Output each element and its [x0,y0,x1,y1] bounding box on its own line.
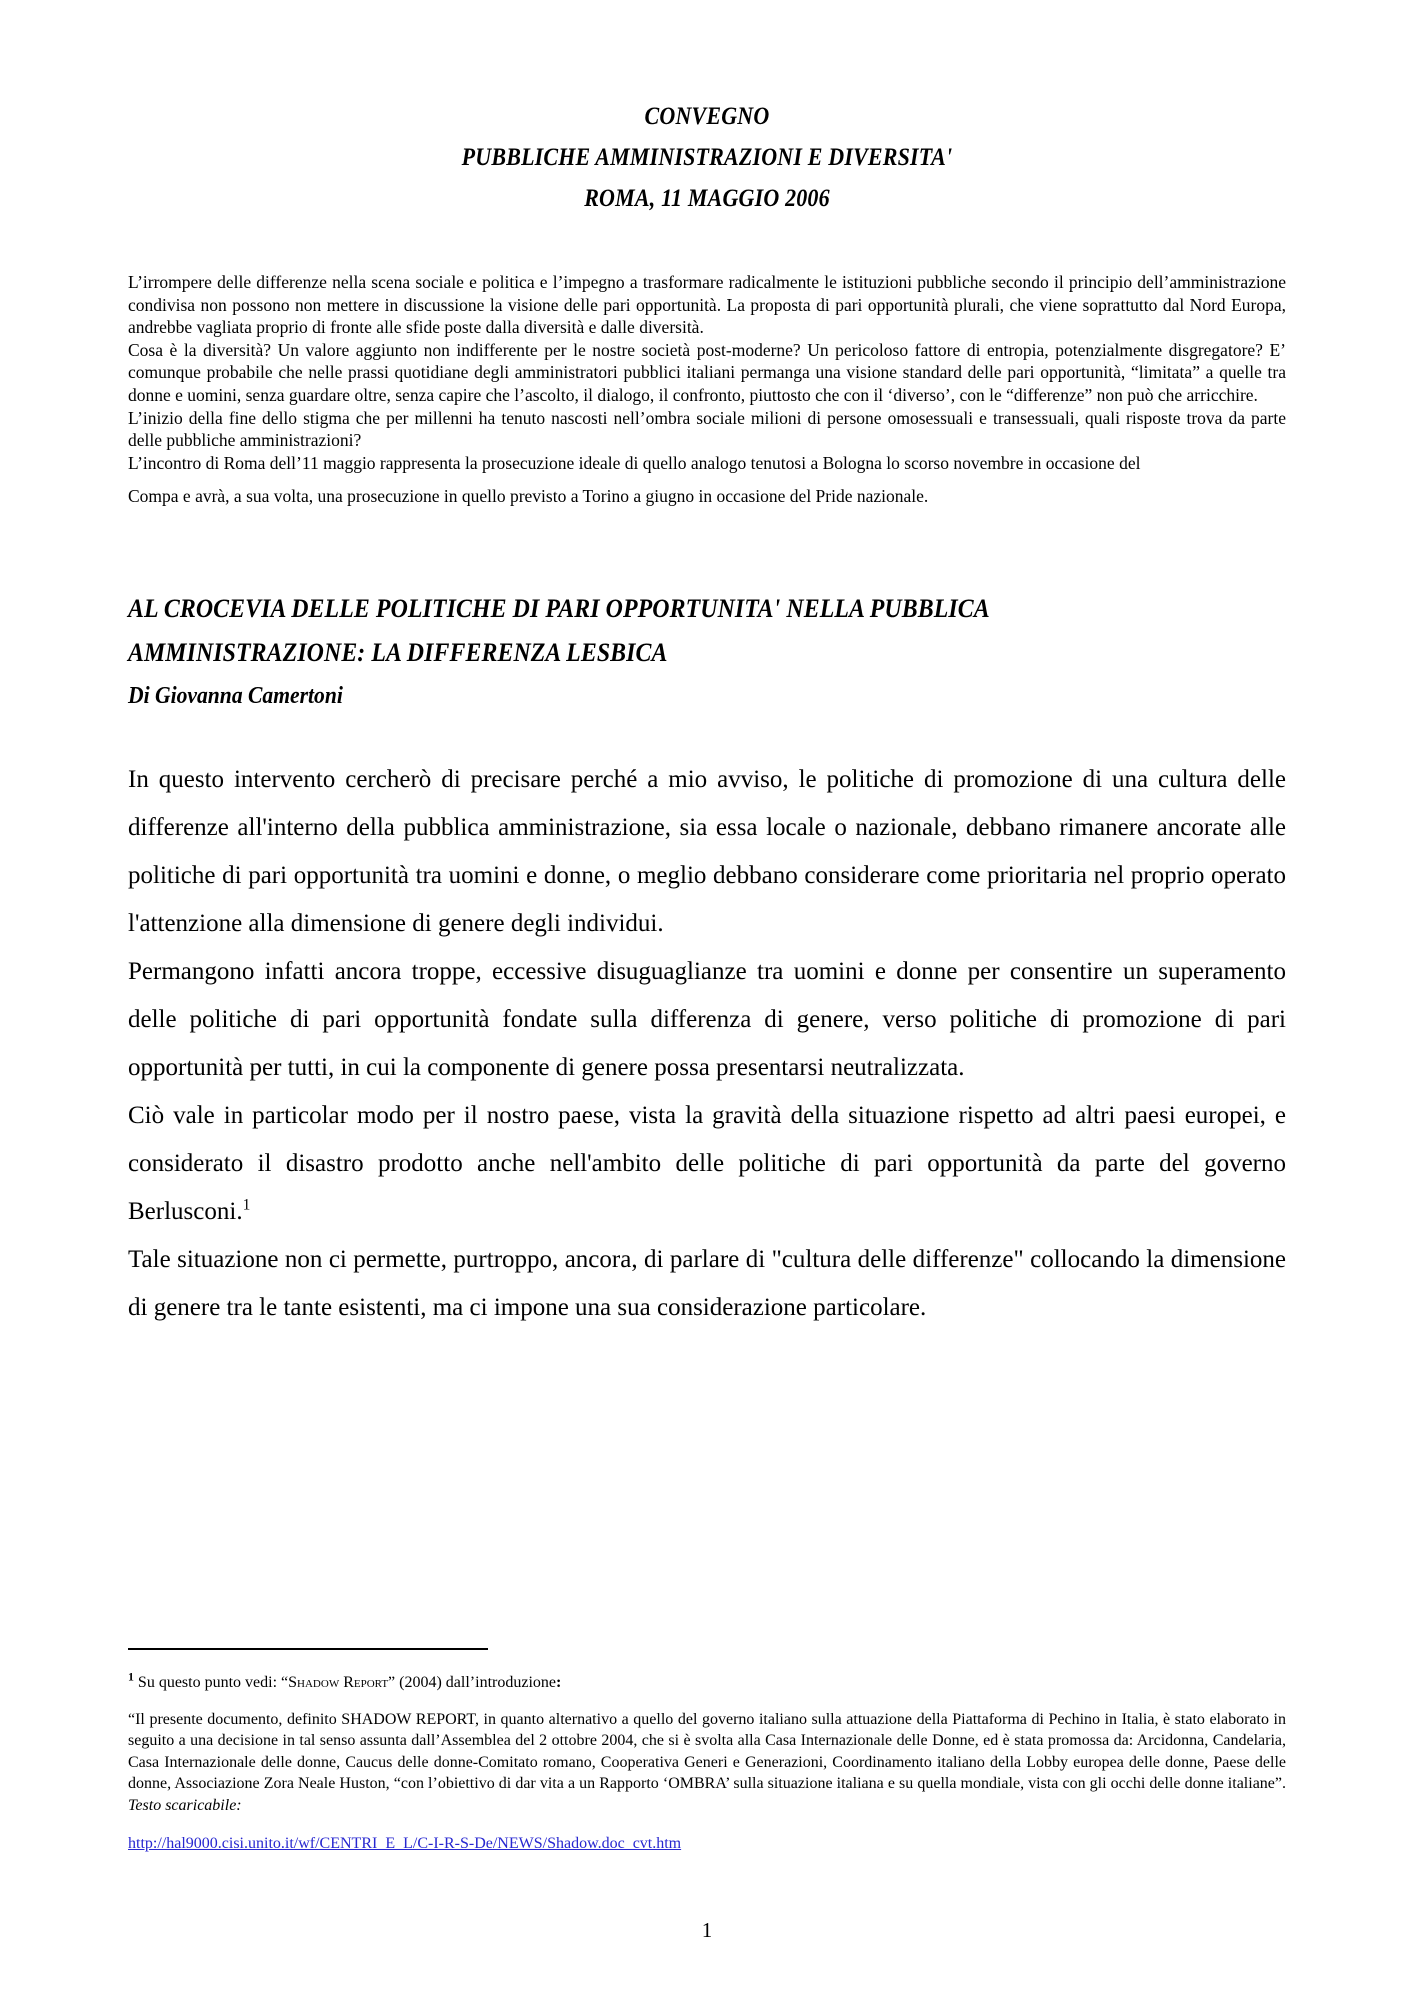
footnote-block [128,1669,1286,1855]
intro-block [128,271,1286,508]
footnote-area [128,1648,1286,1855]
footnote-body-italic-tail: Testo scaricabile: [128,1796,242,1814]
conference-header-line-3: ROMA, 11 MAGGIO 2006 [584,185,830,212]
article-body [128,756,1286,1332]
intro-paragraph-3: L’inizio della fine dello stigma che per millenni ha tenuto nascosti nell’ombra sociale milioni di persone omosessuali e transessuali, quali risposte trova da parte delle pubbliche amministrazioni? [128,407,1286,451]
article-title-line-2: AMMINISTRAZIONE: LA DIFFERENZA LESBICA [128,636,668,667]
footnote-reference-1[interactable]: 1 [242,1196,251,1214]
body-paragraph-3 [128,1092,1286,1236]
footnote-citation-line [128,1669,1286,1694]
footnote-citation-suffix: ” (2004) dall’introduzione [388,1674,556,1691]
article-title-line-1: AL CROCEVIA DELLE POLITICHE DI PARI OPPORTUNITA' NELLA PUBBLICA [128,592,990,623]
conference-header-line-1: CONVEGNO [644,103,770,130]
body-paragraph-1: In questo intervento cercherò di precisare perché a mio avviso, le politiche di promozione di una cultura delle differenze all'interno della pubblica amministrazione, sia essa locale o nazionale, debbano rimanere ancorate alle politiche di pari opportunità tra uomini e donne, o meglio debbano considerare come prioritaria nel proprio operato l'attenzione alla dimensione di genere degli individui. [128,765,1286,937]
intro-paragraph-1: L’irrompere delle differenze nella scena sociale e politica e l’impegno a trasformare radicalmente le istituzioni pubbliche secondo il principio dell’amministrazione condivisa non possono non mettere in discussione la visione delle pari opportunità. La proposta di pari opportunità plurali, che viene soprattutto dal Nord Europa, andrebbe vagliata proprio di fronte alle sfide poste dalla diversità e dalle diversità. [128,272,1286,338]
article-byline: Di Giovanna Camertoni [128,682,343,709]
conference-header-line-2: PUBBLICHE AMMINISTRAZIONI E DIVERSITA' [461,144,953,171]
intro-paragraph-2: Cosa è la diversità? Un valore aggiunto non indifferente per le nostre società post-moderne? Un pericoloso fattore di entropia, potenzialmente disgregatore? E’ comunque probabile che nelle prassi quotidiane degli amministratori pubblici italiani permanga una visione standard delle pari opportunità, “limitata” a quelle tra donne e uomini, senza guardare oltre, senza capire che l’ascolto, il dialogo, il confronto, piuttosto che con il ‘diverso’, con le “differenze” non può che arricchire. [128,339,1286,405]
body-paragraph-3-text: Ciò vale in particolar modo per il nostro paese, vista la gravità della situazione rispetto ad altri paesi europei, e considerato il disastro prodotto anche nell'ambito delle politiche di pari opportunità da parte del governo Berlusconi. [128,1101,1286,1225]
article-title [128,586,1285,674]
intro-paragraph-4: L’incontro di Roma dell’11 maggio rappresenta la prosecuzione ideale di quello analogo tenutosi a Bologna lo scorso novembre in occasione del [128,452,1141,473]
body-paragraph-4: Tale situazione non ci permette, purtroppo, ancora, di parlare di "cultura delle differenze" collocando la dimensione di genere tra le tante esistenti, ma ci impone una sua considerazione particolare. [128,1245,1286,1321]
footnote-report-title: Shadow Report [288,1674,389,1691]
footnote-body [128,1709,1286,1817]
footnote-citation-colon: : [556,1674,562,1691]
footnote-marker: 1 [128,1669,134,1684]
conference-header [197,96,1216,219]
page-number: 1 [701,1918,713,1942]
footnote-body-text: “Il presente documento, definito SHADOW REPORT, in quanto alternativo a quello del governo italiano sulla attuazione della Piattaforma di Pechino in Italia, è stato elaborato in seguito a una decisione in tal senso assunta dall’Assemblea del 2 ottobre 2004, che si è svolta alla Casa Internazionale delle Donne, ed è stata promossa da: Arcidonna, Candelaria, Casa Internazionale delle donne, Caucus delle donne-Comitato romano, Cooperativa Generi e Generazioni, Coordinamento italiano della Lobby europea delle donne, Paese delle donne, Associazione Zora Neale Huston, “con l’obiettivo di dar vita a un Rapporto ‘OMBRA’ sulla situazione italiana e su quella mondiale, vista con gli occhi delle donne italiane”. [128,1710,1286,1792]
body-paragraph-2: Permangono infatti ancora troppe, eccessive disuguaglianze tra uomini e donne per consentire un superamento delle politiche di pari opportunità fondate sulla differenza di genere, verso politiche di promozione di pari opportunità per tutti, in cui la componente di genere possa presentarsi neutralizzata. [128,957,1286,1081]
footnote-separator-rule [128,1648,488,1650]
footnote-citation-prefix: Su questo punto vedi: “ [133,1674,289,1691]
footnote-download-link[interactable]: http://hal9000.cisi.unito.it/wf/CENTRI_E_L/C-I-R-S-De/NEWS/Shadow.doc_cvt.htm [128,1835,682,1852]
intro-paragraph-5: Compa e avrà, a sua volta, una prosecuzione in quello previsto a Torino a giugno in occasione del Pride nazionale. [128,486,929,507]
